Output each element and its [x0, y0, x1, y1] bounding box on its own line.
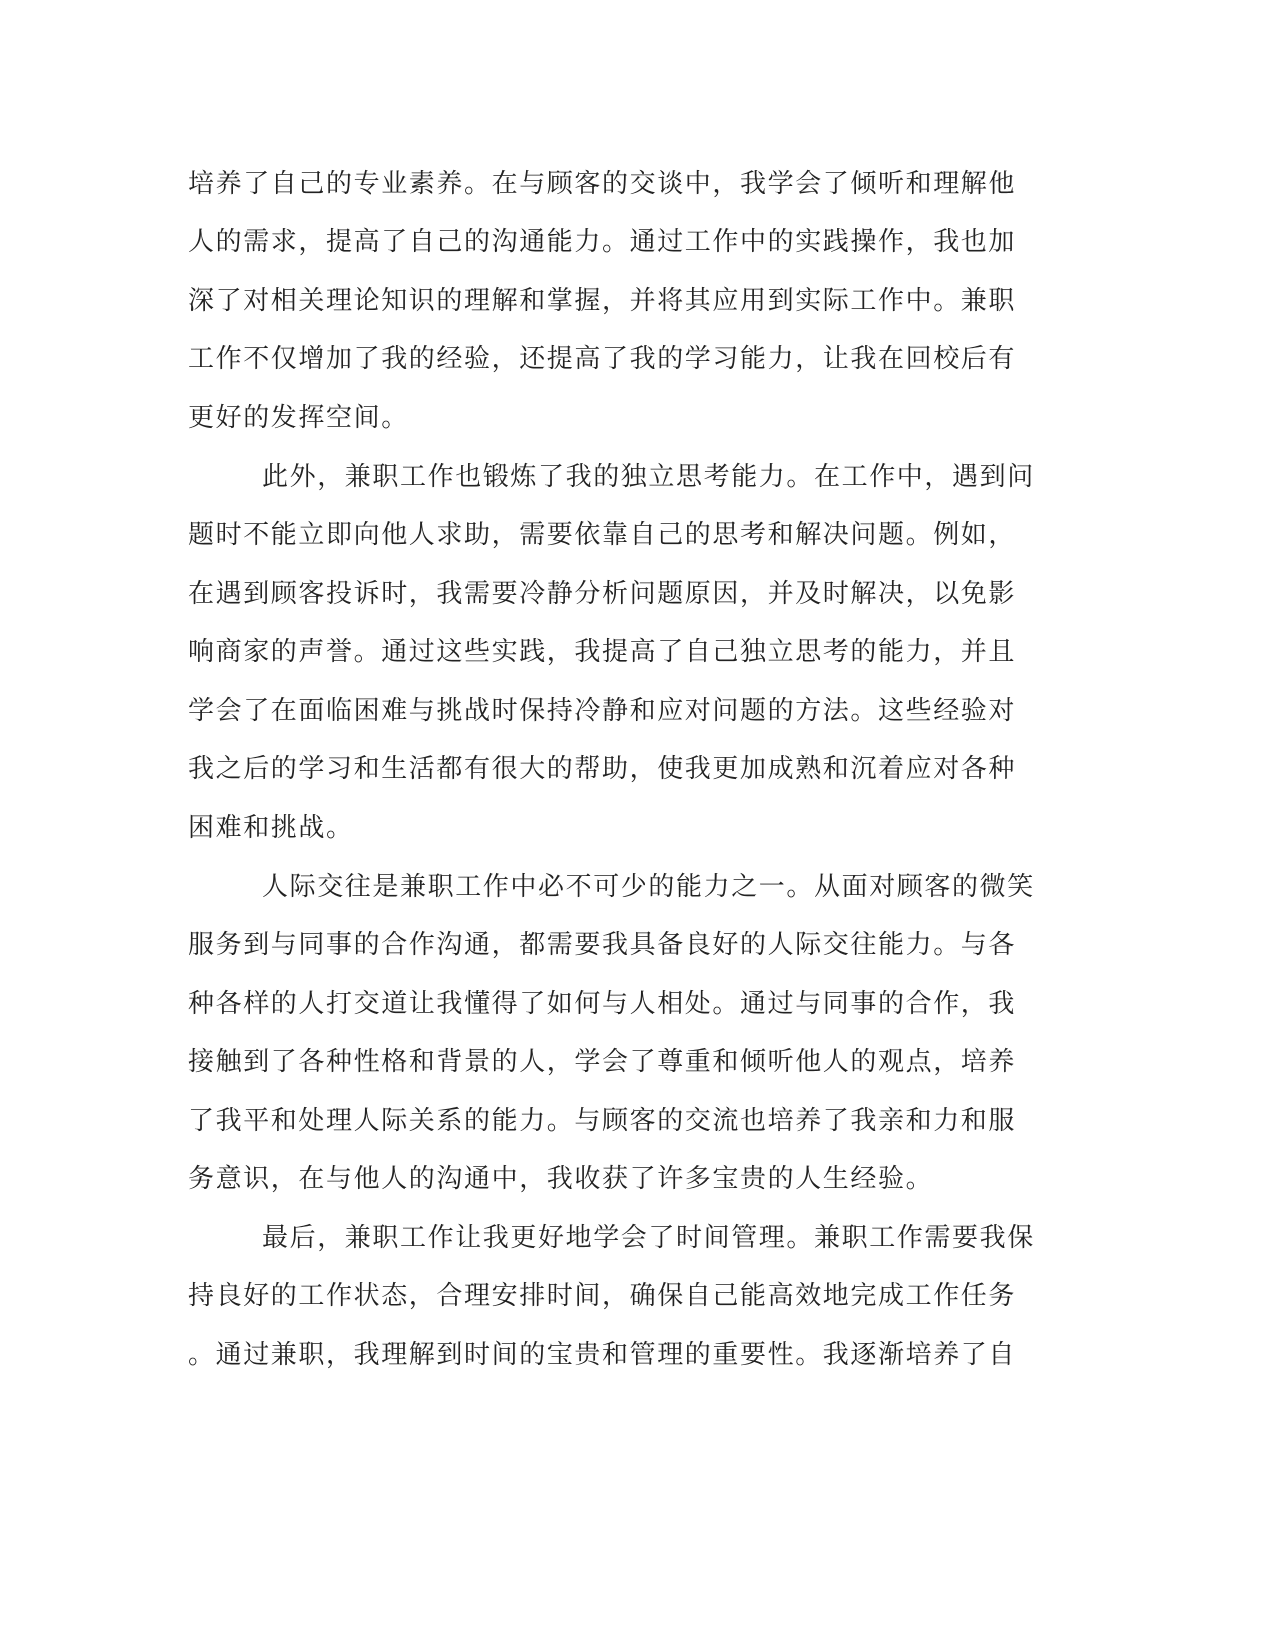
text-line: 在遇到顾客投诉时，我需要冷静分析问题原因，并及时解决，以免影	[188, 579, 1017, 609]
text-line: 服务到与同事的合作沟通，都需要我具备良好的人际交往能力。与各	[188, 930, 1017, 960]
text-line: 最后，兼职工作让我更好地学会了时间管理。兼职工作需要我保	[262, 1223, 1035, 1253]
text-line: 持良好的工作状态，合理安排时间，确保自己能高效地完成工作任务	[188, 1281, 1017, 1311]
text-line: 此外，兼职工作也锻炼了我的独立思考能力。在工作中，遇到问	[262, 462, 1035, 492]
text-line: 培养了自己的专业素养。在与顾客的交谈中，我学会了倾听和理解他	[188, 169, 1017, 199]
text-line: 学会了在面临困难与挑战时保持冷静和应对问题的方法。这些经验对	[188, 696, 1017, 726]
text-line: 响商家的声誉。通过这些实践，我提高了自己独立思考的能力，并且	[188, 637, 1017, 667]
text-line: 人际交往是兼职工作中必不可少的能力之一。从面对顾客的微笑	[262, 872, 1035, 902]
text-line: 接触到了各种性格和背景的人，学会了尊重和倾听他人的观点，培养	[188, 1047, 1017, 1077]
text-line: 我之后的学习和生活都有很大的帮助，使我更加成熟和沉着应对各种	[188, 754, 1017, 784]
text-line: 了我平和处理人际关系的能力。与顾客的交流也培养了我亲和力和服	[188, 1106, 1017, 1136]
text-line: 种各样的人打交道让我懂得了如何与人相处。通过与同事的合作，我	[188, 989, 1017, 1019]
text-line: 工作不仅增加了我的经验，还提高了我的学习能力，让我在回校后有	[188, 344, 1017, 374]
text-line: 困难和挑战。	[188, 813, 354, 843]
text-line: 人的需求，提高了自己的沟通能力。通过工作中的实践操作，我也加	[188, 227, 1017, 257]
text-line: 题时不能立即向他人求助，需要依靠自己的思考和解决问题。例如，	[188, 520, 1017, 550]
text-line: 深了对相关理论知识的理解和掌握，并将其应用到实际工作中。兼职	[188, 286, 1017, 316]
text-line: 。通过兼职，我理解到时间的宝贵和管理的重要性。我逐渐培养了自	[188, 1340, 1017, 1370]
text-line: 务意识，在与他人的沟通中，我收获了许多宝贵的人生经验。	[188, 1164, 934, 1194]
text-line: 更好的发挥空间。	[188, 403, 409, 433]
